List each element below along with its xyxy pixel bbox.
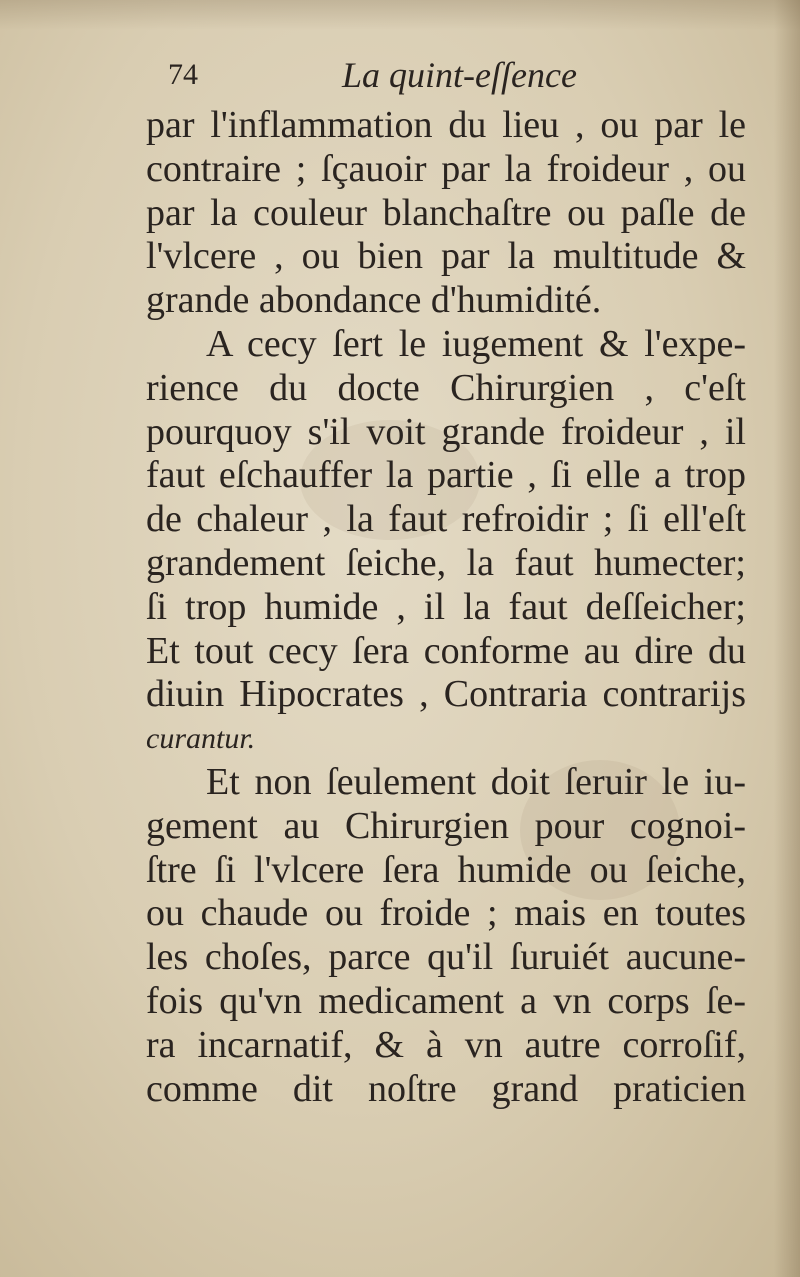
- text-line: les choſes, parce qu'il ſuruiét aucune-: [146, 936, 746, 979]
- text-line: gement au Chirurgien pour cognoi-: [146, 804, 746, 847]
- text-line: l'vlcere , ou bien par la multitude &: [146, 235, 746, 278]
- page-header: [168, 54, 708, 100]
- text-line: ra incarnatif, & à vn autre corroſif,: [146, 1023, 746, 1066]
- text-line: de chaleur , la faut refroidir ; ſi ell'eſt: [146, 498, 746, 541]
- page-number: 74: [168, 58, 198, 91]
- body-text: [146, 104, 746, 1111]
- text-line: diuin Hipocrates , Contraria contrarijs: [146, 673, 746, 716]
- text-line: faut eſchauffer la partie , ſi elle a trop: [146, 454, 746, 497]
- text-line: ou chaude ou froide ; mais en toutes: [146, 892, 746, 935]
- text-line: par la couleur blanchaſtre ou paſle de: [146, 191, 746, 234]
- text-line: curantur.: [146, 722, 256, 756]
- text-line: contraire ; ſçauoir par la froideur , ou: [146, 147, 746, 190]
- running-title: La quint-eſſence: [342, 55, 577, 95]
- page-shadow-top: [0, 0, 800, 30]
- text-line: rience du docte Chirurgien , c'eſt: [146, 366, 746, 409]
- text-line: A cecy ſert le iugement & l'expe-: [206, 322, 746, 365]
- text-line: ſtre ſi l'vlcere ſera humide ou ſeiche,: [146, 848, 746, 891]
- text-line: grande abondance d'humidité.: [146, 279, 602, 322]
- text-line: ſi trop humide , il la faut deſſeicher;: [146, 585, 746, 628]
- text-line: comme dit noſtre grand praticien: [146, 1067, 746, 1110]
- page-shadow-right: [774, 0, 800, 1277]
- text-line: par l'inflammation du lieu , ou par le: [146, 104, 746, 146]
- text-line: Et tout cecy ſera conforme au dire du: [146, 629, 746, 672]
- text-line: Et non ſeulement doit ſeruir le iu-: [206, 760, 746, 803]
- text-line: grandement ſeiche, la faut humecter;: [146, 541, 746, 584]
- text-line: pourquoy s'il voit grande froideur , il: [146, 410, 746, 453]
- text-line: fois qu'vn medicament a vn corps ſe-: [146, 979, 746, 1022]
